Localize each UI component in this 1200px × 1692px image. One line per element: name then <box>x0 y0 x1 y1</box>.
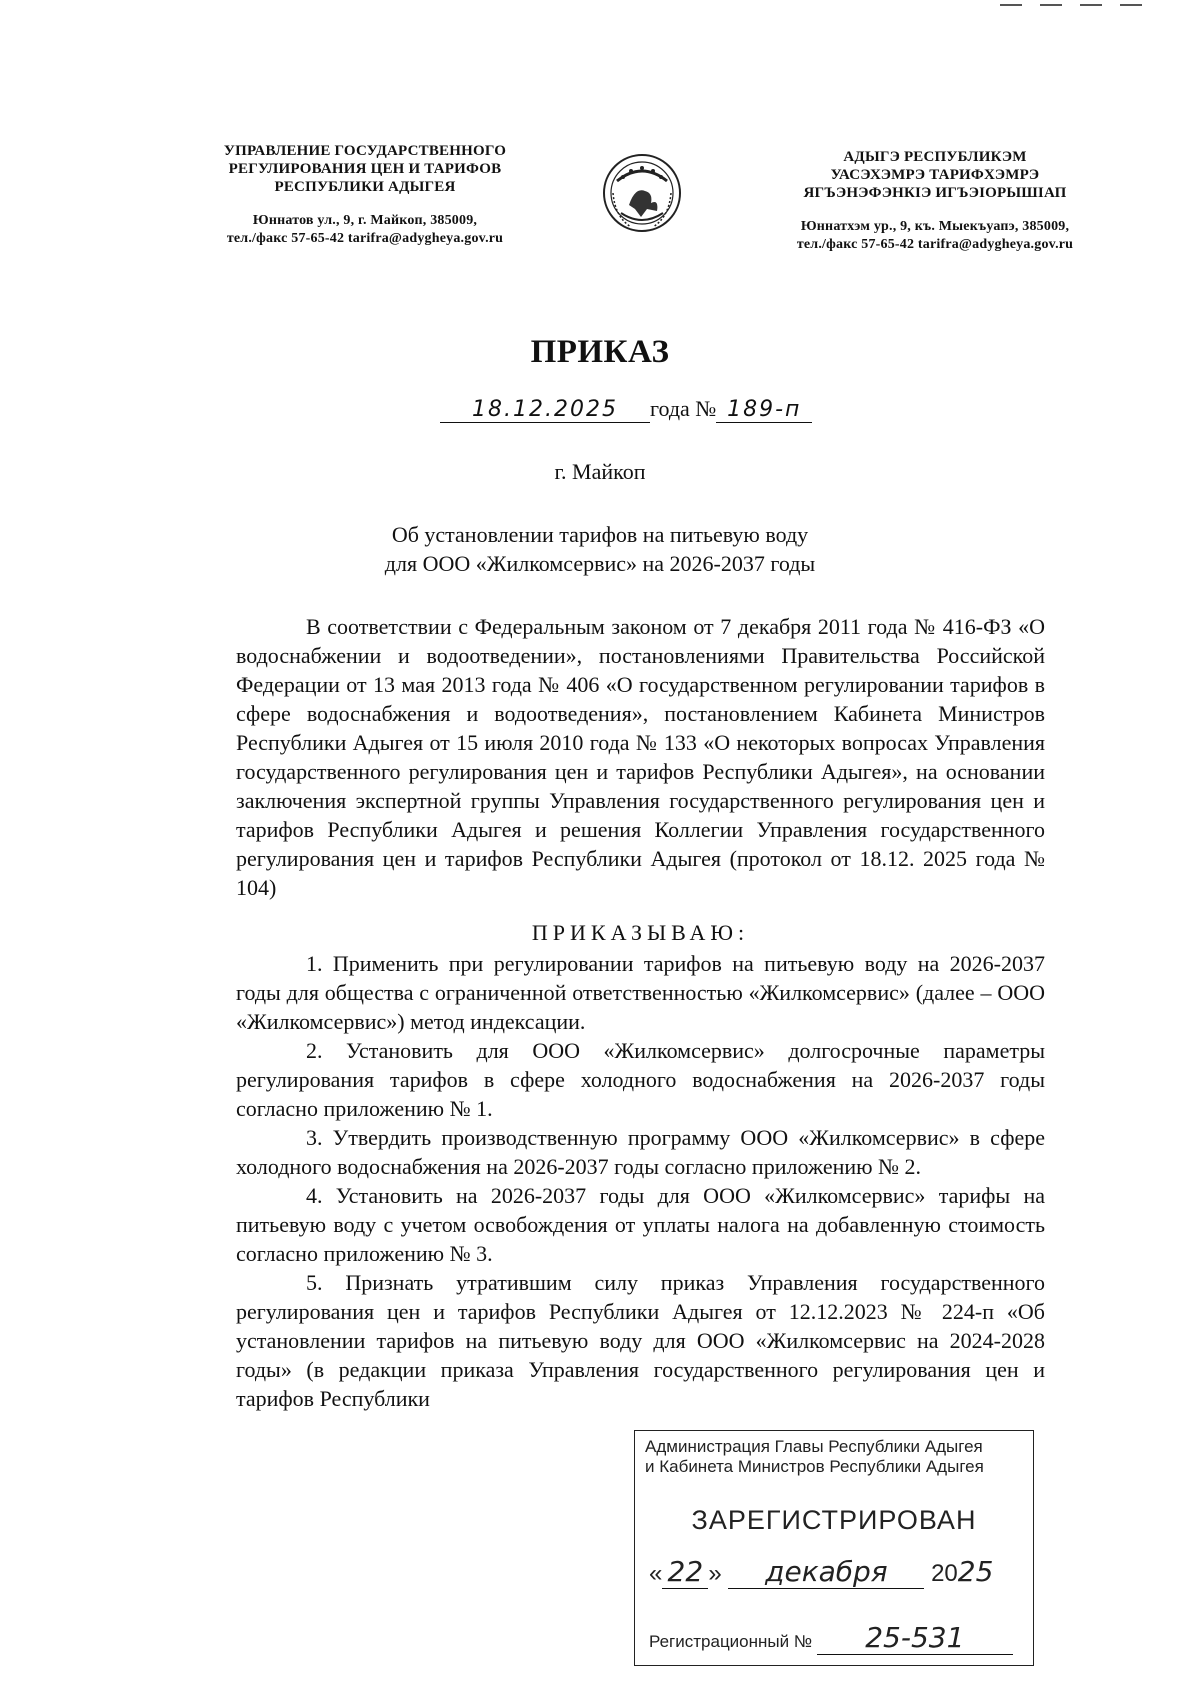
scan-artifact <box>1000 4 1022 6</box>
scan-artifact <box>1120 4 1142 6</box>
scan-artifact <box>1080 4 1102 6</box>
item-paragraph: 1. Применить при регулировании тарифов на питьевую воду на 2026-2037 годы для общества с ограниченной ответственностью «Жилкомсервис» (далее – ООО «Жилкомсервис») метод индексации. <box>236 951 1045 1034</box>
scan-artifact <box>1040 4 1062 6</box>
stamp-reg-label: Регистрационный № <box>649 1632 813 1651</box>
preamble-paragraph: В соответствии с Федеральным законом от 7 декабря 2011 года № 416-ФЗ «О водоснабжении и водоотведении», постановлениями Правительства Российской Федерации от 13 мая 2013 года № 406 «О государственном регулировании тарифов в сфере водоснабжения и водоотведения», постановлением Кабинета Министров Республики Адыгея от 15 июля 2010 года № 133 «О некоторых вопросах Управления государственного регулирования цен и тарифов Республики Адыгея», на основании заключения экспертной группы Управления государственного регулирования цен и тарифов Республики Адыгея и решения Коллегии Управления государственного регулирования цен и тарифов Республики Адыгея (протокол от 18.12. 2025 года № 104) <box>236 614 1045 900</box>
stamp-org-line: Администрация Главы Республики Адыгея <box>645 1437 983 1456</box>
decree-word: ПРИКАЗЫВАЮ: <box>531 920 750 945</box>
registration-stamp <box>634 1430 1034 1666</box>
header-right-line: АДЫГЭ РЕСПУБЛИКЭМ <box>843 149 1027 165</box>
header-left-line: РЕГУЛИРОВАНИЯ ЦЕН И ТАРИФОВ <box>228 161 502 177</box>
stamp-year-prefix: 20 <box>931 1560 958 1587</box>
stamp-registered-label: ЗАРЕГИСТРИРОВАН <box>691 1505 977 1535</box>
subject-line: Об установлении тарифов на питьевую воду <box>391 522 809 547</box>
header-left <box>170 142 560 248</box>
date-number-line <box>440 396 812 423</box>
item-paragraph: 3. Утвердить производственную программу ООО «Жилкомсервис» в сфере холодного водоснабжения на 2026-2037 годы согласно приложению № 2. <box>236 1125 1045 1179</box>
stamp-registration-number <box>649 1621 1013 1655</box>
stamp-organization <box>645 1437 1025 1477</box>
stamp-reg-number: 25-531 <box>817 1621 1013 1655</box>
stamp-month: декабря <box>728 1555 924 1589</box>
handwritten-order-number: 189-п <box>716 397 812 423</box>
item-paragraph: 5. Признать утратившим силу приказ Управления государственного регулирования цен и тарифов Республики Адыгея от 12.12.2023 № 224-п «Об установлении тарифов на питьевую воду для ООО «Жилкомсервис на 2024-2028 годы» (в редакции приказа Управления государственного регулирования цен и тарифов Республики <box>236 1270 1045 1411</box>
header-right-line: УАСЭХЭМРЭ ТАРИФХЭМРЭ <box>830 167 1040 183</box>
coat-of-arms-icon <box>601 147 683 239</box>
header-right-address-line: Юннатхэм ур., 9, къ. Мыекъуапэ, 385009, <box>800 219 1070 234</box>
city: г. Майкоп <box>554 459 646 484</box>
header-right-address-line: тел./факс 57-65-42 tarifra@adygheya.gov.ru <box>796 237 1074 252</box>
header-right <box>740 148 1130 254</box>
stamp-date: « 22 » декабря 2025 <box>649 1555 994 1588</box>
stamp-year-suffix: 25 <box>957 1555 994 1588</box>
header-left-line: РЕСПУБЛИКИ АДЫГЕЯ <box>274 179 456 195</box>
handwritten-date: 18.12.2025 <box>440 397 650 423</box>
header-left-line: УПРАВЛЕНИЕ ГОСУДАРСТВЕННОГО <box>223 143 507 159</box>
subject-line: для ООО «Жилкомсервис» на 2026-2037 годы <box>384 551 816 576</box>
header-left-address-line: тел./факс 57-65-42 tarifra@adygheya.gov.ru <box>226 231 504 246</box>
header-right-line: ЯГЪЭНЭФЭНКIЭ ИГЪЭIОРЫШIАП <box>803 185 1067 201</box>
document-subject <box>300 520 900 578</box>
document-body <box>236 612 1045 1413</box>
stamp-day: 22 <box>662 1555 708 1589</box>
header-left-address-line: Юннатов ул., 9, г. Майкоп, 385009, <box>252 213 478 228</box>
header-left-address <box>170 212 560 248</box>
year-number-label: года № <box>650 396 717 421</box>
header-right-address <box>740 218 1130 254</box>
document-title: ПРИКАЗ <box>530 334 670 370</box>
item-paragraph: 4. Установить на 2026-2037 годы для ООО «Жилкомсервис» тарифы на питьевую воду с учетом освобождения от уплаты налога на добавленную стоимость согласно приложению № 3. <box>236 1183 1045 1266</box>
stamp-org-line: и Кабинета Министров Республики Адыгея <box>645 1457 984 1476</box>
item-paragraph: 2. Установить для ООО «Жилкомсервис» долгосрочные параметры регулирования тарифов в сфере холодного водоснабжения на 2026-2037 годы согласно приложению № 1. <box>236 1038 1045 1121</box>
